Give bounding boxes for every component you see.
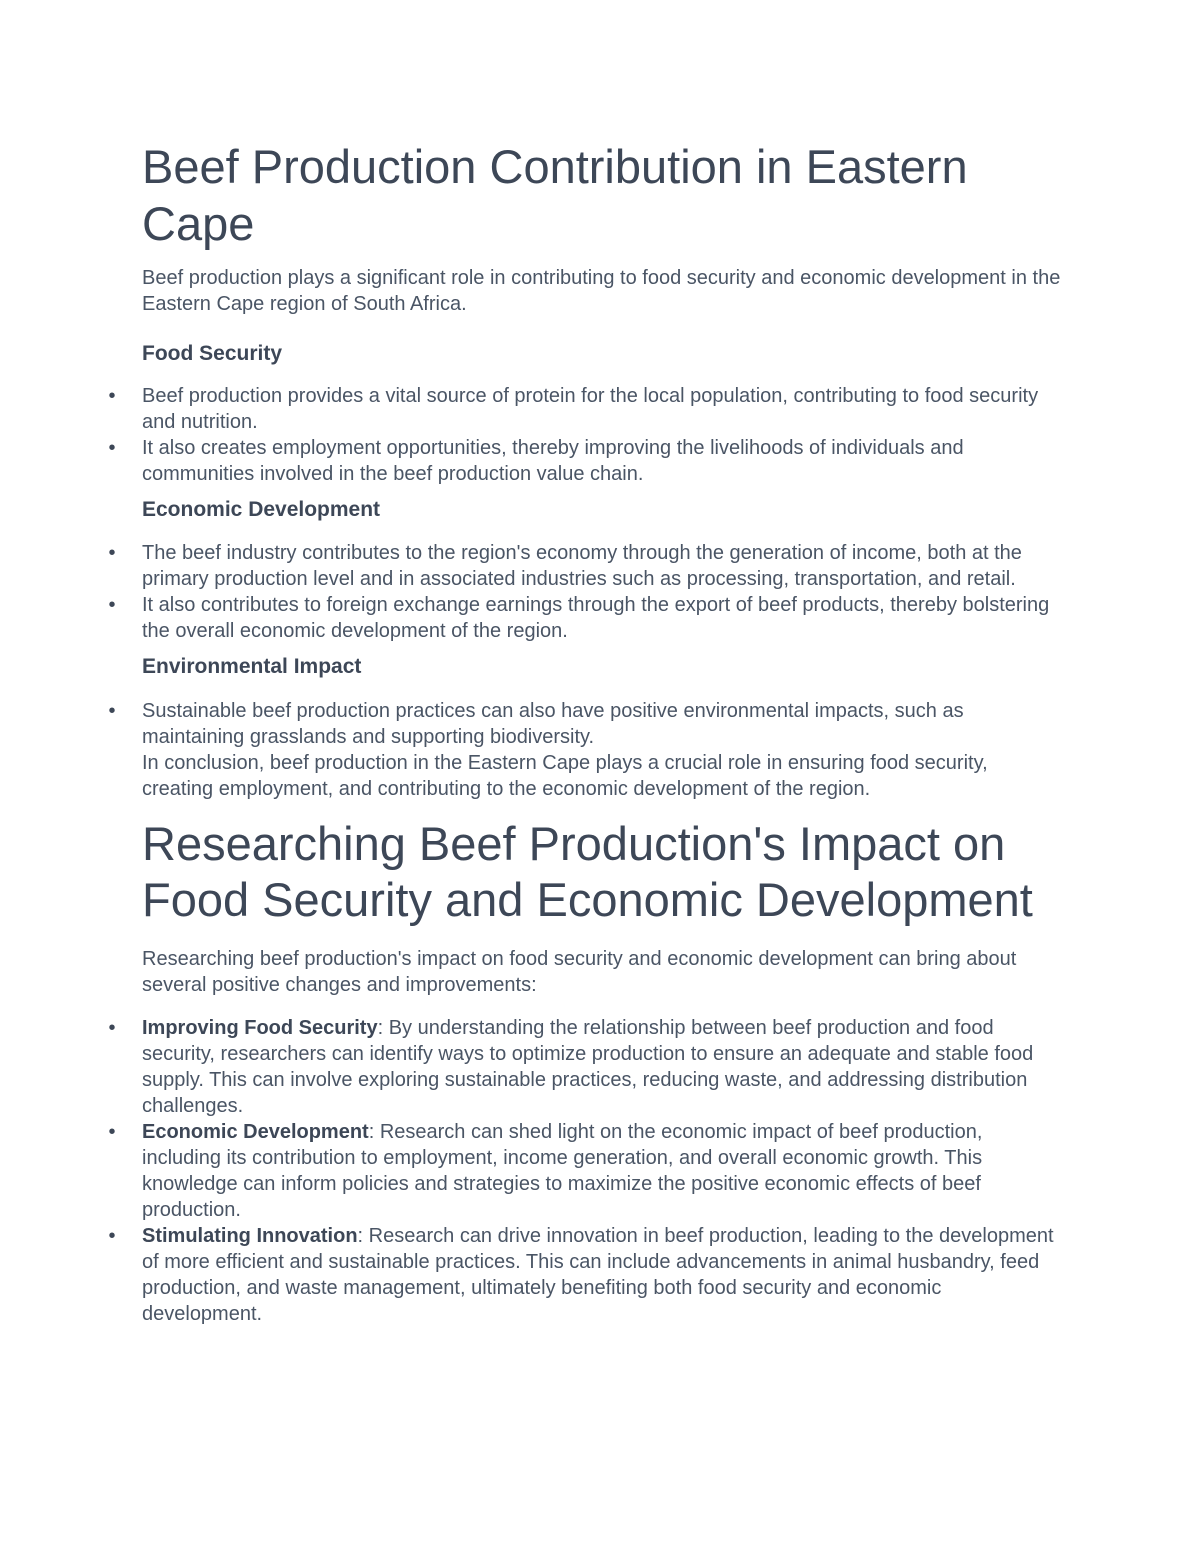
list-item-lead: Economic Development [142, 1121, 369, 1143]
list-item [108, 1223, 1062, 1327]
economic-development-list [108, 540, 1062, 644]
bullet-icon: • [108, 1225, 116, 1247]
list-item-text: Sustainable beef production practices can also have positive environmental impacts, such as maintaining grasslands and supporting biodiversity. [142, 700, 964, 748]
bullet-icon: • [108, 700, 116, 722]
environmental-impact-heading: Environmental Impact [142, 655, 362, 678]
bullet-icon: • [108, 1121, 116, 1143]
list-item-text: Beef production provides a vital source of protein for the local population, contributing to food security and nutrition. [142, 385, 1039, 433]
list-item [108, 435, 1062, 487]
list-item-text: The beef industry contributes to the region's economy through the generation of income, both at the primary production level and in associated industries such as processing, transportation, and retail. [142, 542, 1022, 590]
bullet-icon: • [108, 385, 116, 407]
research-benefits-list [108, 1015, 1062, 1327]
section2-intro: Researching beef production's impact on food security and economic development can bring about several positive changes and improvements: [142, 948, 1017, 996]
bullet-icon: • [108, 542, 116, 564]
list-item-text: It also creates employment opportunities, thereby improving the livelihoods of individuals and communities involved in the beef production value chain. [142, 437, 964, 485]
section1-title: Beef Production Contribution in Eastern Cape [142, 140, 968, 250]
document-page [108, 138, 1062, 1327]
list-item-lead: Stimulating Innovation [142, 1225, 358, 1247]
list-item-text: : Research can shed light on the economic impact of beef production, including its contribution to employment, income generation, and overall economic growth. This knowledge can inform policies and strategies to maximize the positive economic effects of beef production. [142, 1121, 983, 1221]
list-item-text: : By understanding the relationship between beef production and food security, researchers can identify ways to optimize production to ensure an adequate and stable food supply. This can involve exploring sustainable practices, reducing waste, and addressing distribution challenges. [142, 1017, 1034, 1117]
environmental-impact-list [108, 698, 1062, 802]
list-item [108, 698, 1062, 802]
food-security-heading: Food Security [142, 342, 283, 365]
list-item [108, 1119, 1062, 1223]
list-item-lead: Improving Food Security [142, 1017, 378, 1039]
food-security-list [108, 383, 1062, 487]
list-item [108, 592, 1062, 644]
list-item-text: : Research can drive innovation in beef production, leading to the development of more efficient and sustainable practices. This can include advancements in animal husbandry, feed production, and waste management, ultimately benefiting both food security and economic development. [142, 1225, 1054, 1325]
economic-development-heading: Economic Development [142, 498, 381, 521]
list-item [108, 1015, 1062, 1119]
list-item [108, 383, 1062, 435]
bullet-icon: • [108, 437, 116, 459]
section1-intro: Beef production plays a significant role in contributing to food security and economic development in the Eastern Cape region of South Africa. [142, 267, 1061, 315]
list-item [108, 540, 1062, 592]
section2-title: Researching Beef Production's Impact on Food Security and Economic Development [142, 817, 1033, 926]
bullet-icon: • [108, 594, 116, 616]
bullet-icon: • [108, 1017, 116, 1039]
list-item-text: It also contributes to foreign exchange earnings through the export of beef products, thereby bolstering the overall economic development of the region. [142, 594, 1050, 642]
conclusion-text: In conclusion, beef production in the Eastern Cape plays a crucial role in ensuring food security, creating employment, and contributing to the economic development of the region. [142, 752, 988, 800]
